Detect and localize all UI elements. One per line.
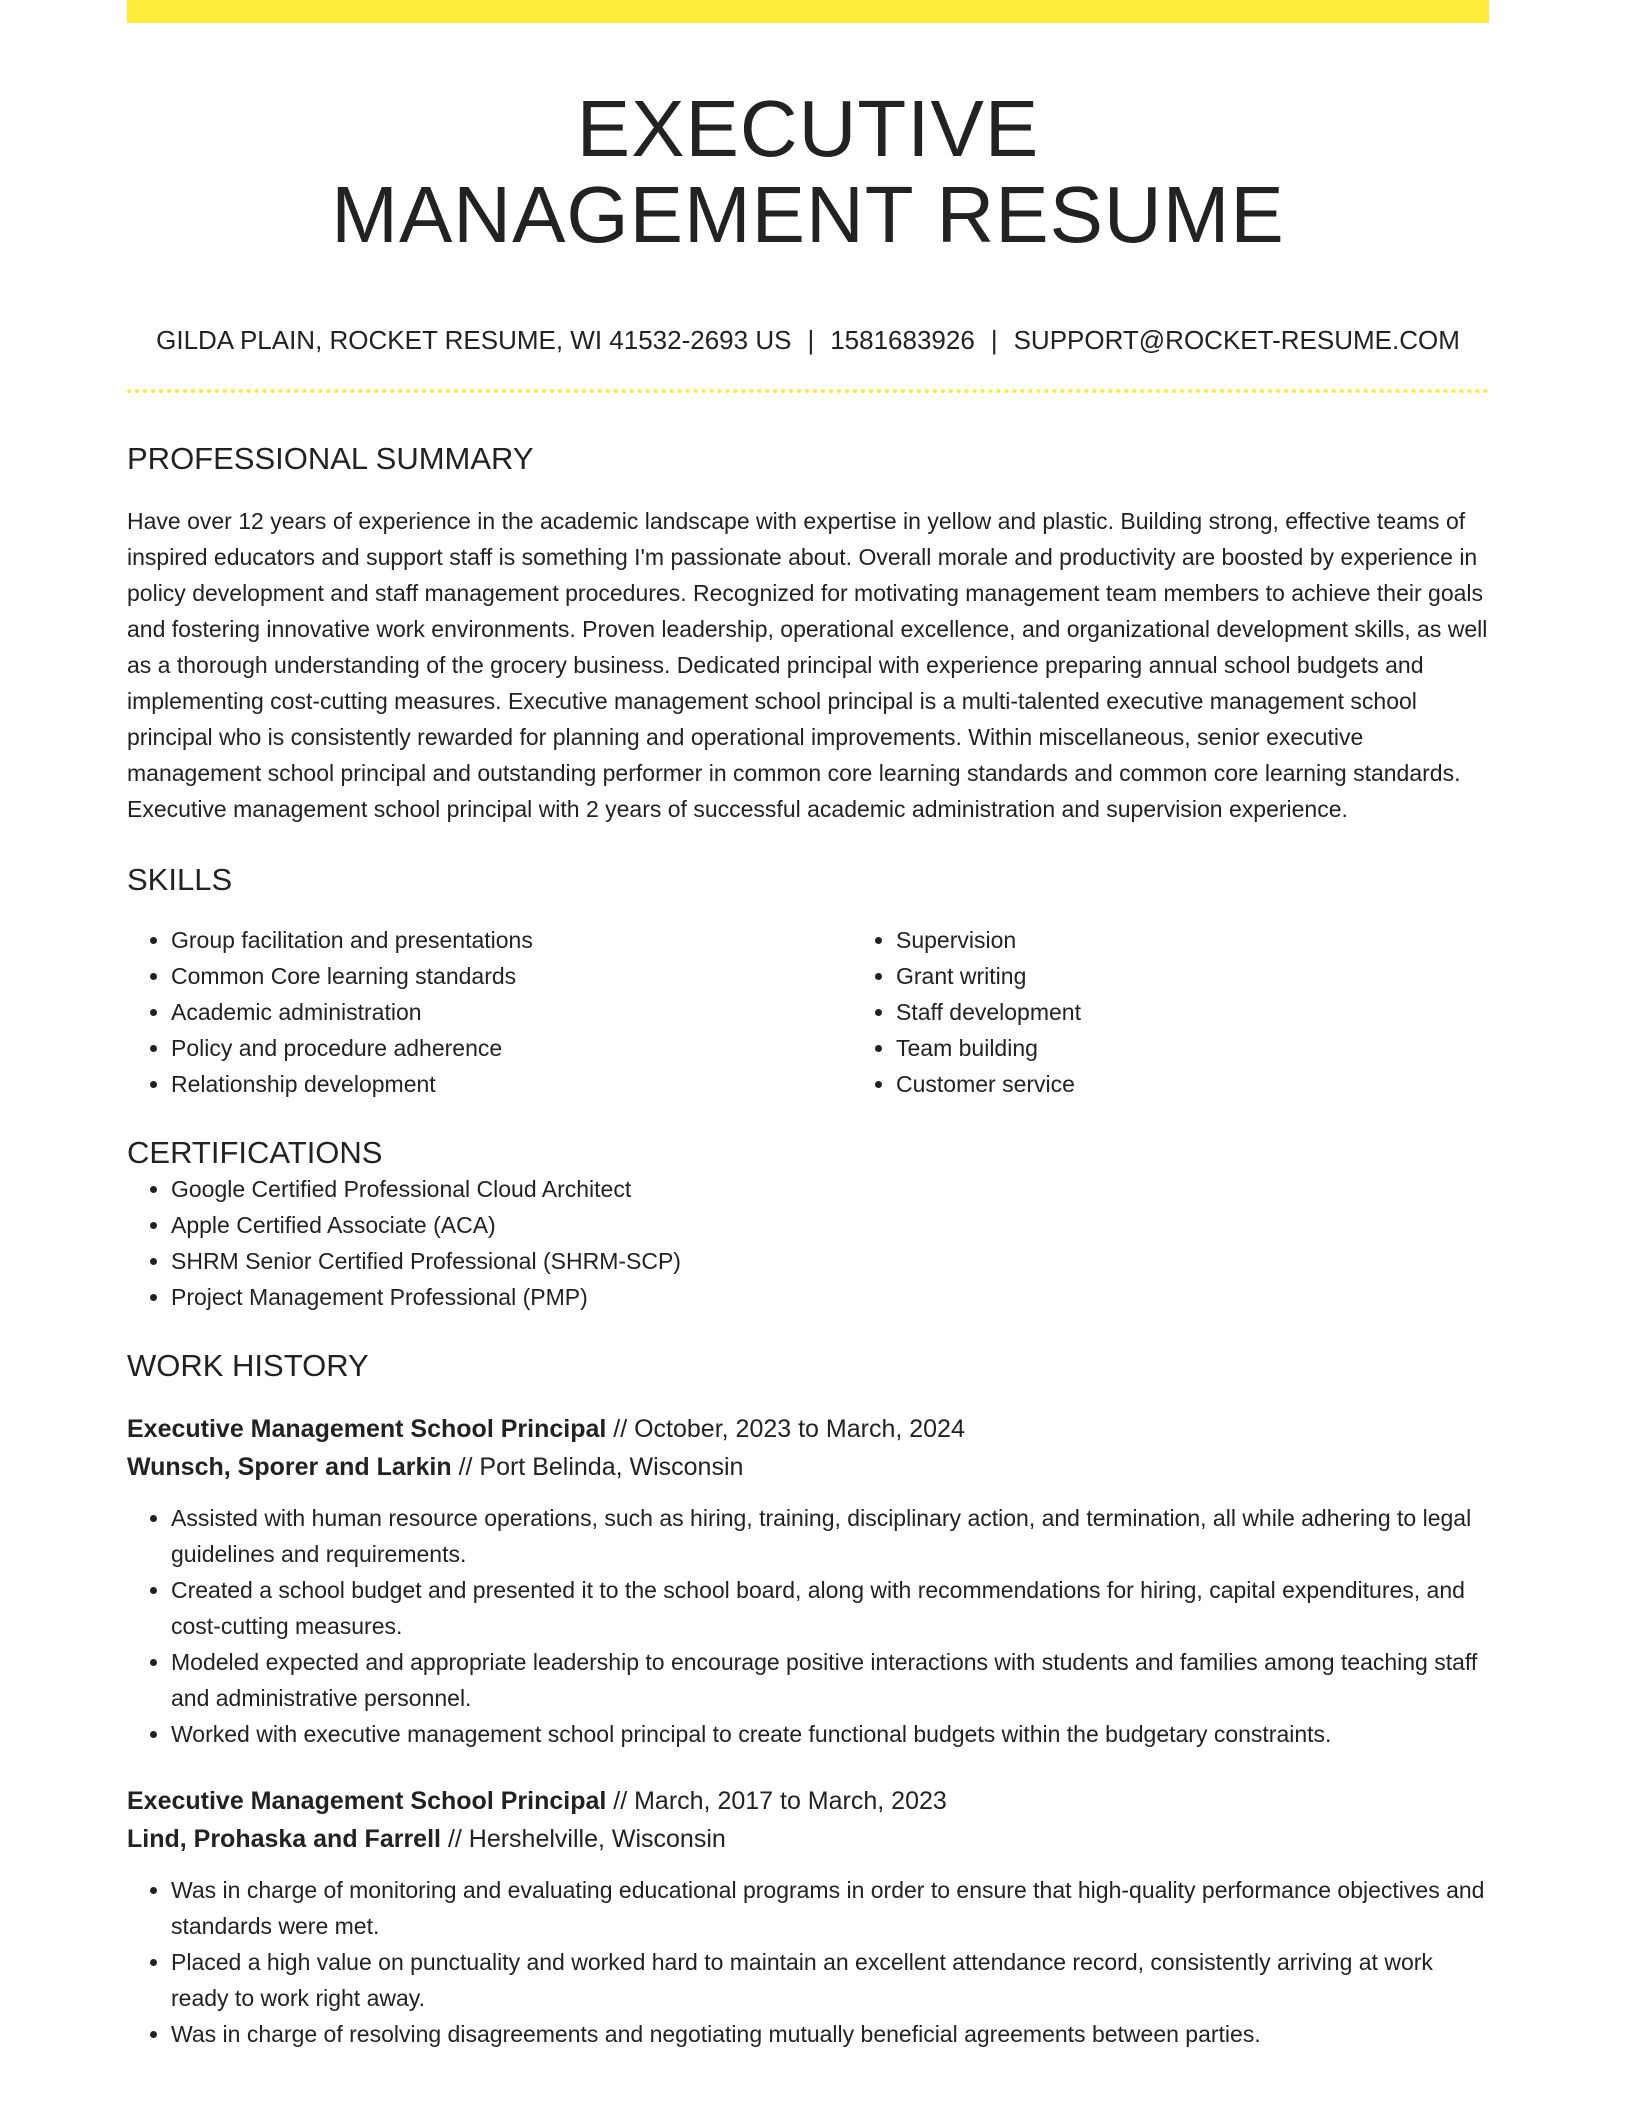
job-duty-item: • Was in charge of resolving disagreements and negotiating mutually beneficial agreements between parties. (171, 2016, 1489, 2052)
skill-item: • Relationship development (171, 1066, 852, 1102)
job-company-line (127, 1448, 1489, 1486)
contact-separator: | (990, 325, 998, 355)
job-company-line (127, 1820, 1489, 1858)
skill-item: • Policy and procedure adherence (171, 1030, 852, 1066)
job-entry (127, 1410, 1489, 1752)
summary-text: Have over 12 years of experience in the academic landscape with expertise in yellow and plastic. Building strong, effective teams of inspired educators and support staff is something I'm passionate about. Overall morale and productivity are boosted by experience in policy development and staff management procedures. Recognized for motivating management team members to achieve their goals and fostering innovative work environments. Proven leadership, operational excellence, and organizational development skills, as well as a thorough understanding of the grocery business. Dedicated principal with experience preparing annual school budgets and implementing cost-cutting measures. Executive management school principal is a multi-talented executive management school principal who is consistently rewarded for planning and operational improvements. Within miscellaneous, senior executive management school principal and outstanding performer in common core learning standards and common core learning standards. Executive management school principal with 2 years of successful academic administration and supervision experience. (127, 508, 1488, 822)
skill-item: • Common Core learning standards (171, 958, 852, 994)
certification-item: • Google Certified Professional Cloud Architect (171, 1171, 1489, 1207)
work-history-heading: WORK HISTORY (127, 1348, 369, 1383)
contact-line (127, 324, 1489, 356)
skill-item: • Supervision (896, 922, 1577, 958)
job-title: Executive Management School Principal (127, 1787, 607, 1815)
certification-item: • Apple Certified Associate (ACA) (171, 1207, 1489, 1243)
job-dates: // March, 2017 to March, 2023 (613, 1787, 947, 1815)
job-title: Executive Management School Principal (127, 1415, 607, 1443)
contact-phone: 1581683926 (830, 325, 975, 355)
job-duty-item: • Modeled expected and appropriate leadership to encourage positive interactions with students and families among teaching staff and administrative personnel. (171, 1644, 1489, 1716)
skills-heading: SKILLS (127, 862, 233, 897)
job-dates: // October, 2023 to March, 2024 (613, 1415, 965, 1443)
job-duty-item: • Assisted with human resource operations, such as hiring, training, disciplinary action, and termination, all while adhering to legal guidelines and requirements. (171, 1500, 1489, 1572)
job-duty-item: • Worked with executive management school principal to create functional budgets within the budgetary constraints. (171, 1716, 1489, 1752)
certification-item: • Project Management Professional (PMP) (171, 1279, 1489, 1315)
contact-separator: | (807, 325, 815, 355)
skill-item: • Group facilitation and presentations (171, 922, 852, 958)
job-duties-list (127, 1500, 1489, 1752)
job-duty-item: • Created a school budget and presented it to the school board, along with recommendations for hiring, capital expenditures, and cost-cutting measures. (171, 1572, 1489, 1644)
title-line-1: EXECUTIVE (576, 84, 1040, 173)
certifications-list (127, 1171, 1489, 1315)
skills-list-right (852, 922, 1577, 1102)
job-duty-item: • Was in charge of monitoring and evaluating educational programs in order to ensure that high-quality performance objectives and standards were met. (171, 1872, 1489, 1944)
certifications-heading: CERTIFICATIONS (127, 1135, 383, 1170)
title-line-2: MANAGEMENT RESUME (331, 170, 1285, 259)
job-location: // Hershelville, Wisconsin (447, 1825, 726, 1853)
summary-heading: PROFESSIONAL SUMMARY (127, 441, 534, 476)
job-duties-list (127, 1872, 1489, 2052)
job-title-line (127, 1410, 1489, 1448)
skills-list-left (127, 922, 852, 1102)
skill-item: • Academic administration (171, 994, 852, 1030)
skills-columns (127, 922, 1489, 1102)
job-company: Wunsch, Sporer and Larkin (127, 1453, 452, 1481)
certification-item: • SHRM Senior Certified Professional (SHRM-SCP) (171, 1243, 1489, 1279)
skill-item: • Customer service (896, 1066, 1577, 1102)
job-duty-item: • Placed a high value on punctuality and worked hard to maintain an excellent attendance record, consistently arriving at work ready to work right away. (171, 1944, 1489, 2016)
resume-content (127, 0, 1489, 2052)
skill-item: • Staff development (896, 994, 1577, 1030)
resume-title (127, 0, 1489, 258)
job-company: Lind, Prohaska and Farrell (127, 1825, 441, 1853)
dotted-divider (127, 389, 1489, 393)
job-entry (127, 1782, 1489, 2052)
contact-address: GILDA PLAIN, ROCKET RESUME, WI 41532-2693 US (156, 325, 792, 355)
job-title-line (127, 1782, 1489, 1820)
skill-item: • Grant writing (896, 958, 1577, 994)
job-location: // Port Belinda, Wisconsin (458, 1453, 744, 1481)
contact-email: SUPPORT@ROCKET-RESUME.COM (1013, 325, 1460, 355)
skill-item: • Team building (896, 1030, 1577, 1066)
